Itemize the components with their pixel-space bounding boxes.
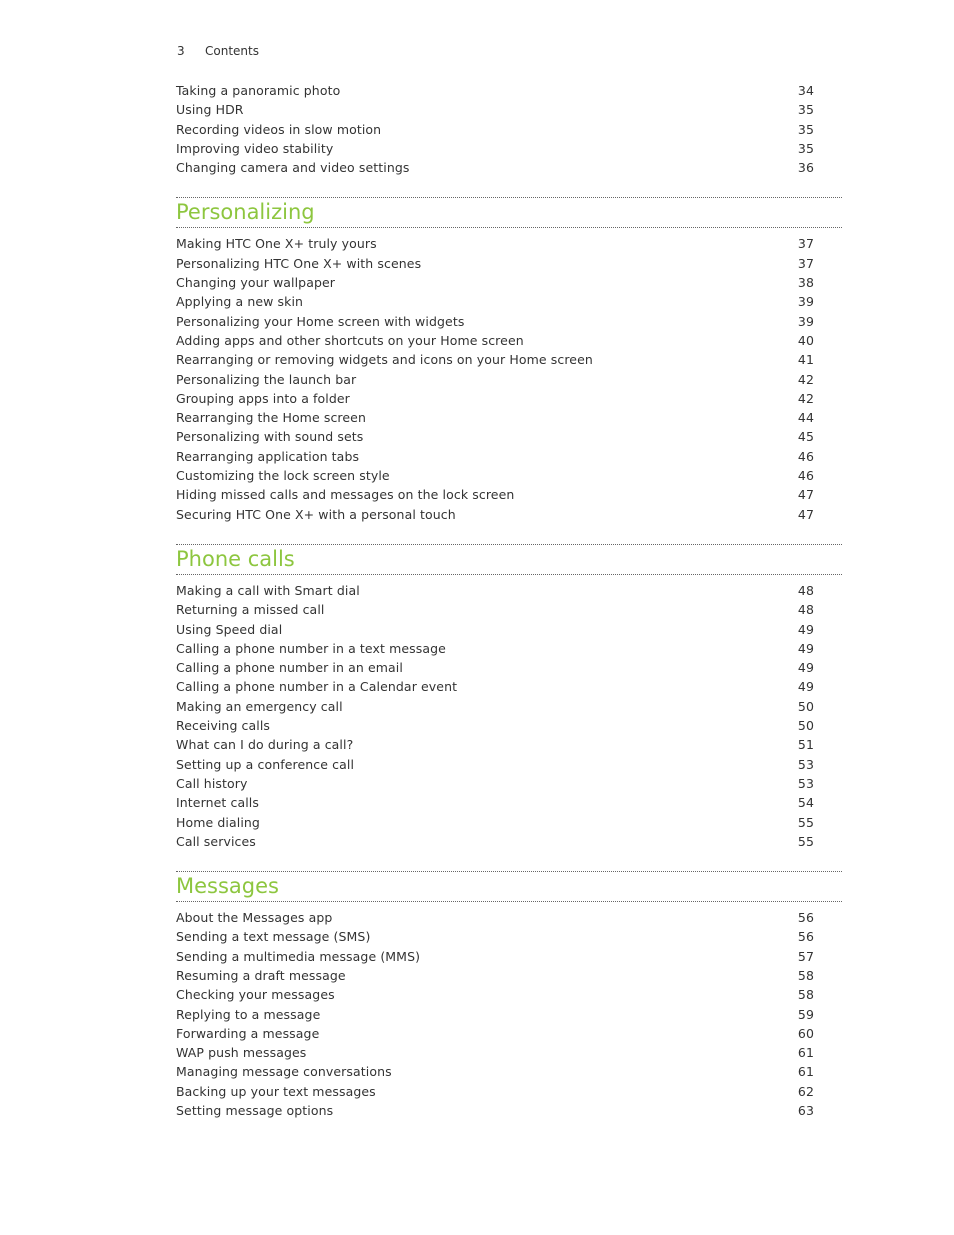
toc-entry-page: 44 xyxy=(797,410,814,426)
toc-entry-page: 55 xyxy=(797,814,814,830)
toc-entry-page: 47 xyxy=(797,506,814,522)
toc-entry-page: 42 xyxy=(797,390,814,406)
toc-entry[interactable] xyxy=(176,408,842,427)
toc-entry-page: 49 xyxy=(797,621,814,637)
toc-entry-title[interactable]: Personalizing HTC One X+ with scenes xyxy=(176,255,422,271)
toc-entry[interactable] xyxy=(176,985,842,1004)
toc-entry-title[interactable]: WAP push messages xyxy=(176,1045,307,1061)
toc-entry-title[interactable]: What can I do during a call? xyxy=(176,737,354,753)
toc-entry-title[interactable]: Calling a phone number in a text message xyxy=(176,640,446,656)
toc-entry[interactable] xyxy=(176,350,842,369)
toc-entry-page: 46 xyxy=(797,448,814,464)
toc-entry[interactable] xyxy=(176,600,842,619)
toc-entry-page: 46 xyxy=(797,468,814,484)
section-header xyxy=(176,197,842,228)
toc-entry-title[interactable]: Forwarding a message xyxy=(176,1025,320,1041)
toc-entry-page: 50 xyxy=(797,718,814,734)
toc-entry-title[interactable]: Managing message conversations xyxy=(176,1064,392,1080)
section-title[interactable]: Messages xyxy=(176,874,279,899)
toc-entry-title[interactable]: About the Messages app xyxy=(176,910,333,926)
toc-entry[interactable] xyxy=(176,505,842,524)
toc-entry-page: 35 xyxy=(797,102,814,118)
toc-entry-page: 60 xyxy=(797,1025,814,1041)
toc-entry[interactable] xyxy=(176,1024,842,1043)
toc-entry-title[interactable]: Home dialing xyxy=(176,814,260,830)
toc-entry-page: 56 xyxy=(797,910,814,926)
toc-entry-page: 42 xyxy=(797,371,814,387)
toc-entry-page: 53 xyxy=(797,756,814,772)
toc-entry[interactable] xyxy=(176,581,842,600)
toc-entry-title[interactable]: Resuming a draft message xyxy=(176,967,346,983)
toc-entry-title[interactable]: Replying to a message xyxy=(176,1006,321,1022)
toc-entry[interactable] xyxy=(176,793,842,812)
table-of-contents xyxy=(176,81,842,1120)
toc-entry-page: 45 xyxy=(797,429,814,445)
toc-entry-title[interactable]: Personalizing your Home screen with widgets xyxy=(176,313,465,329)
toc-entry[interactable] xyxy=(176,716,842,735)
toc-entry-title[interactable]: Applying a new skin xyxy=(176,294,304,310)
toc-entry[interactable] xyxy=(176,1101,842,1120)
toc-entry-title[interactable]: Calling a phone number in an email xyxy=(176,660,403,676)
toc-entry-title[interactable]: Making an emergency call xyxy=(176,698,343,714)
toc-entry-page: 39 xyxy=(797,294,814,310)
toc-entry-title[interactable]: Receiving calls xyxy=(176,718,271,734)
toc-entry[interactable] xyxy=(176,485,842,504)
toc-entry-title[interactable]: Rearranging or removing widgets and icons on your Home screen xyxy=(176,352,593,368)
toc-entry-title[interactable]: Adding apps and other shortcuts on your Home screen xyxy=(176,332,524,348)
toc-entry-title[interactable]: Rearranging application tabs xyxy=(176,448,360,464)
toc-entry[interactable] xyxy=(176,927,842,946)
toc-entry[interactable] xyxy=(176,254,842,273)
toc-entry-title[interactable]: Changing camera and video settings xyxy=(176,160,410,176)
toc-entry[interactable] xyxy=(176,966,842,985)
dotted-divider xyxy=(176,574,842,575)
section-entries xyxy=(176,234,842,523)
toc-entry-page: 49 xyxy=(797,660,814,676)
header-title: Contents xyxy=(205,44,259,58)
toc-entry[interactable] xyxy=(176,639,842,658)
toc-entry[interactable] xyxy=(176,735,842,754)
toc-entry-title[interactable]: Internet calls xyxy=(176,795,259,811)
toc-entry[interactable] xyxy=(176,774,842,793)
section-header xyxy=(176,544,842,575)
section-title[interactable]: Personalizing xyxy=(176,200,315,225)
toc-entry-title[interactable]: Taking a panoramic photo xyxy=(176,83,341,98)
toc-entry-title[interactable]: Customizing the lock screen style xyxy=(176,468,390,484)
toc-entry-title[interactable]: Personalizing the launch bar xyxy=(176,371,357,387)
toc-entry-title[interactable]: Using Speed dial xyxy=(176,621,283,637)
toc-entry-page: 50 xyxy=(797,698,814,714)
toc-entry-title[interactable]: Making a call with Smart dial xyxy=(176,582,360,598)
toc-entry-page: 36 xyxy=(797,160,814,176)
toc-entry-title[interactable]: Checking your messages xyxy=(176,987,335,1003)
toc-entry[interactable] xyxy=(176,1062,842,1081)
toc-entry[interactable] xyxy=(176,677,842,696)
toc-entry-page: 48 xyxy=(797,602,814,618)
toc-entry[interactable] xyxy=(176,100,842,119)
toc-entry-page: 38 xyxy=(797,275,814,291)
toc-entry-page: 49 xyxy=(797,640,814,656)
section-title[interactable]: Phone calls xyxy=(176,546,295,571)
toc-entry[interactable] xyxy=(176,1005,842,1024)
toc-entry-title[interactable]: Hiding missed calls and messages on the lock screen xyxy=(176,487,515,503)
toc-entry[interactable] xyxy=(176,832,842,851)
toc-entry[interactable] xyxy=(176,389,842,408)
toc-entry-page: 53 xyxy=(797,775,814,791)
toc-entry[interactable] xyxy=(176,658,842,677)
toc-entry-page: 57 xyxy=(797,948,814,964)
toc-entry-page: 47 xyxy=(797,487,814,503)
toc-entry[interactable] xyxy=(176,158,842,177)
toc-entry[interactable] xyxy=(176,81,842,100)
page-number: 3 xyxy=(177,44,185,58)
toc-entry-title[interactable]: Improving video stability xyxy=(176,140,334,156)
toc-entry[interactable] xyxy=(176,120,842,139)
toc-entry[interactable] xyxy=(176,447,842,466)
toc-entry[interactable] xyxy=(176,697,842,716)
toc-entry-title[interactable]: Sending a text message (SMS) xyxy=(176,929,371,945)
toc-entry[interactable] xyxy=(176,234,842,253)
toc-entry-page: 34 xyxy=(797,83,814,98)
toc-entry-title[interactable]: Making HTC One X+ truly yours xyxy=(176,236,377,252)
toc-entry[interactable] xyxy=(176,1082,842,1101)
toc-entry-title[interactable]: Personalizing with sound sets xyxy=(176,429,364,445)
dotted-divider xyxy=(176,227,842,228)
toc-entry-page: 55 xyxy=(797,833,814,849)
toc-entry-title[interactable]: Securing HTC One X+ with a personal touch xyxy=(176,506,456,522)
toc-entry-page: 62 xyxy=(797,1083,814,1099)
toc-entry-title[interactable]: Call services xyxy=(176,833,256,849)
toc-entry-page: 61 xyxy=(797,1064,814,1080)
toc-entry[interactable] xyxy=(176,273,842,292)
toc-entry[interactable] xyxy=(176,139,842,158)
toc-entry-title[interactable]: Calling a phone number in a Calendar event xyxy=(176,679,458,695)
toc-entry-page: 41 xyxy=(797,352,814,368)
toc-entry-page: 63 xyxy=(797,1103,814,1119)
toc-entry-title[interactable]: Recording videos in slow motion xyxy=(176,121,382,137)
toc-entry-page: 61 xyxy=(797,1045,814,1061)
toc-entry[interactable] xyxy=(176,813,842,832)
toc-entry[interactable] xyxy=(176,331,842,350)
toc-entry-page: 56 xyxy=(797,929,814,945)
toc-entry-title[interactable]: Using HDR xyxy=(176,102,244,118)
toc-entry-page: 48 xyxy=(797,582,814,598)
toc-entry-title[interactable]: Grouping apps into a folder xyxy=(176,390,350,406)
toc-entry-page: 37 xyxy=(797,255,814,271)
page-header xyxy=(177,44,259,58)
toc-entry-title[interactable]: Returning a missed call xyxy=(176,602,325,618)
toc-entry-page: 54 xyxy=(797,795,814,811)
dotted-divider xyxy=(176,901,842,902)
toc-entry-title[interactable]: Setting message options xyxy=(176,1103,334,1119)
toc-entry-page: 51 xyxy=(797,737,814,753)
toc-entry[interactable] xyxy=(176,370,842,389)
toc-entry-page: 35 xyxy=(797,140,814,156)
toc-entry-title[interactable]: Setting up a conference call xyxy=(176,756,355,772)
toc-entry-title[interactable]: Call history xyxy=(176,775,248,791)
toc-entry-page: 58 xyxy=(797,987,814,1003)
toc-entry[interactable] xyxy=(176,947,842,966)
toc-entry-title[interactable]: Rearranging the Home screen xyxy=(176,410,366,426)
toc-entry[interactable] xyxy=(176,466,842,485)
toc-entry-title[interactable]: Changing your wallpaper xyxy=(176,275,336,291)
toc-entry-page: 59 xyxy=(797,1006,814,1022)
section-entries xyxy=(176,581,842,851)
toc-entry-page: 40 xyxy=(797,332,814,348)
toc-entry-page: 49 xyxy=(797,679,814,695)
toc-entry-page: 58 xyxy=(797,967,814,983)
intro-entries xyxy=(176,81,842,177)
toc-entry-title[interactable]: Backing up your text messages xyxy=(176,1083,376,1099)
toc-entry[interactable] xyxy=(176,427,842,446)
toc-entry[interactable] xyxy=(176,755,842,774)
toc-entry-page: 35 xyxy=(797,121,814,137)
section-entries xyxy=(176,908,842,1120)
toc-entry-title[interactable]: Sending a multimedia message (MMS) xyxy=(176,948,421,964)
toc-entry[interactable] xyxy=(176,908,842,927)
toc-entry-page: 39 xyxy=(797,313,814,329)
toc-entry[interactable] xyxy=(176,312,842,331)
toc-entry[interactable] xyxy=(176,620,842,639)
toc-entry-page: 37 xyxy=(797,236,814,252)
toc-entry[interactable] xyxy=(176,292,842,311)
section-header xyxy=(176,871,842,902)
toc-entry[interactable] xyxy=(176,1043,842,1062)
